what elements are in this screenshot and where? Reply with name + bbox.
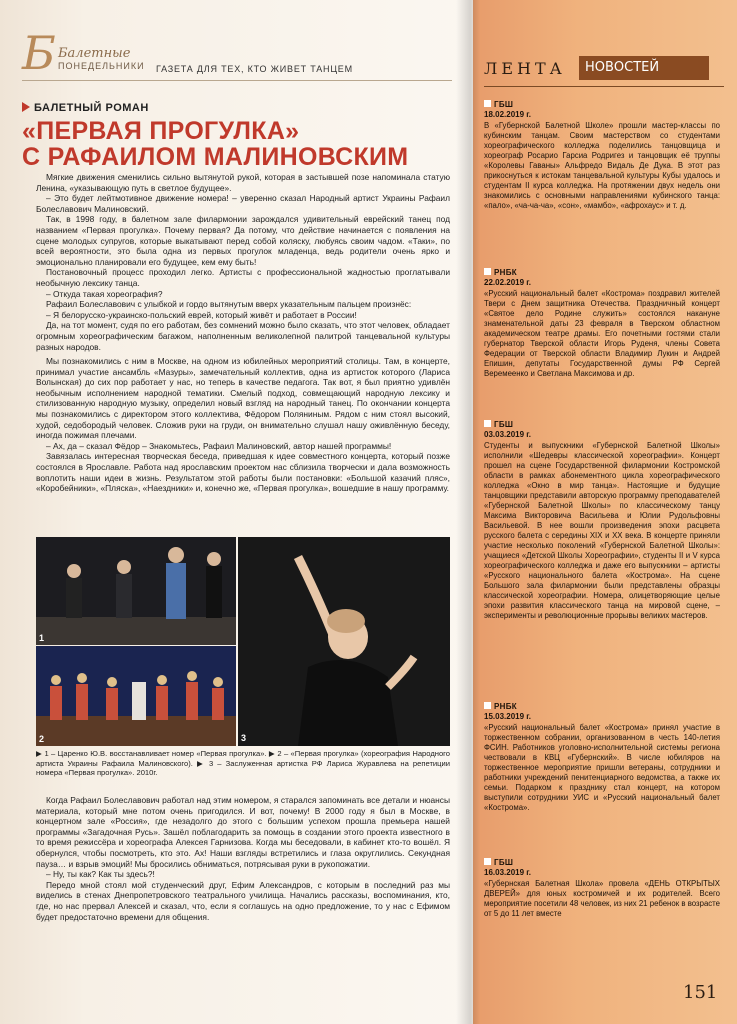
news-feed-word: ЛЕНТА [484, 59, 566, 78]
article-paragraph: Мы познакомились с ним в Москве, на одном из юбилейных мероприятий столицы. Там, в концерте, принимал участие ансамбль «Мазуры», замечательный коллектив, одна из артисток которого (Лариса Волынская) до сих пор работает у нас, но теперь в качестве педагога. Так вот, я был приятно удивлён необычным исполнением народной тематики. Смелый подход, совмещающий народную лексику и стилизованную народную музыку, определил новый взгляд на народный танец. По окончании концерта мы познакомились с директором этого коллектива, Фёдором Поляниным. Рядом с ним стоял высокий, худой, седобородый человек. Сложив руки на груди, он внимательно слушал нашу оживлённую беседу, иногда пожимая плечами. [36, 356, 450, 441]
source-square-icon [484, 702, 491, 709]
news-date: 03.03.2019 г. [484, 430, 532, 439]
news-source [484, 858, 720, 868]
rubric-label: БАЛЕТНЫЙ РОМАН [34, 102, 149, 114]
source-square-icon [484, 100, 491, 107]
photo-number: 3 [241, 733, 247, 743]
news-text: «Губернская Балетная Школа» провела «ДЕНЬ ОТКРЫТЫХ ДВЕРЕЙ» для юных костромичей и их родителей. Всего мероприятие посетили 48 человек, из них 21 ребенок в возрасте от 5 до 11 лет вместе [484, 879, 720, 918]
photo-stage-image [36, 646, 236, 746]
article-paragraph: – Откуда такая хореография? [46, 288, 163, 299]
news-item [484, 268, 720, 379]
article-body [36, 172, 450, 494]
news-item [484, 702, 720, 813]
article-rubric [22, 102, 149, 114]
news-source [484, 702, 720, 712]
news-source-label: ГБШ [494, 858, 514, 867]
article-headline [22, 118, 452, 170]
news-source [484, 268, 720, 278]
page-number: 151 [683, 982, 718, 1003]
news-item [484, 858, 720, 919]
news-text: Студенты и выпускники «Губернской Балетной Школы» исполнили «Шедевры классической хореографии». Концерт прошел на сцене Государственной филармонии Костромской области в рамках абонементного цикла хореографического колледжа «Окно в мир танца». Настоящие и будущие танцовщики представили авторскую программу преподавателей «Губернской Балетной Школы» по классическому танцу Максима Викторовича Васильева и Юлии Рудольфовны Васильевой. В нее вошли произведения эпохи расцвета русского балета с середины XIX и XX века. В концерте приняли участие несколько поколений «Губернской Балетной Школы»: учащиеся «Детской Школы Хореографии», студенты II и V курса хореографического колледжа и даже его выпускники – артисты «Русского национального балета «Кострома». На сцене Большого зала филармонии были представлены образцы классической хореографии. Номера, олицетворяющие целые эпохи развития классического танца на мировой сцене, – эксперименты и революционные прорывы великих мастеров. [484, 441, 720, 620]
news-text: «Русский национальный балет «Кострома» принял участие в торжественном собрании, организованном в честь 140-летия ФСИН. Работников уголовно-исполнительной системы региона чествовали в КВЦ «Губернский». В числе юбиляров на торжественное мероприятие пришли ветераны, сотрудники и работники учреждений пенитенциарного ведомства, а также их семьи. Подарком к празднику стал концерт, на котором выступили сотрудники УИС и «Русский национальный балет «Кострома». [484, 723, 720, 812]
news-source-label: РНБК [494, 268, 517, 277]
source-square-icon [484, 268, 491, 275]
article-paragraph: Так, в 1998 году, в балетном зале филармонии зарождался удивительный еврейский танец под названием «Первая прогулка». Почему первая? Да потому, что действие начинается с появления на сцене молодых супругов, которые выкатывают перед собой коляску, любуясь своим чадом. «Таки», по всей вероятности, это была одна из первых прогулок младенца, ведь родители очень ярко и эмоционально планировали его будущее, кем ему быть! [36, 214, 450, 267]
news-item [484, 420, 720, 621]
news-text: «Русский национальный балет «Кострома» поздравил жителей Твери с Днем защитника Отечества. Праздничный концерт «Святое дело Родине служить» состоялся накануне знаменательной даты 23 февраля в Тверском областном академическом театре драмы. Его почетными гостями стали губернатор Тверской области Игорь Руденя, члены Совета Федерации от Тверской области Владимир Лукин и Андрей Епишин, депутаты Государственной думы РФ Сергей Веремеенко и Светлана Максимова и др. [484, 289, 720, 378]
magazine-logo [22, 26, 154, 80]
article-paragraph: Передо мной стоял мой студенческий друг, Ефим Александров, с которым в последний раз мы виделись в стенах Днепропетровского театрального училища. Начались рассказы, воспоминания, кто, где, но нас прервал Алексей и сказал, что, если я соглашусь на одно предложение, то у нас с Ефимом будет предостаточно времени для общения. [36, 879, 450, 922]
source-square-icon [484, 858, 491, 865]
article-paragraph: Мягкие движения сменились сильно вытянутой рукой, которая в застывшей позе напоминала статую Ленина, «указывающую путь в светлое будущее». [36, 172, 450, 193]
article-paragraph: – Ну, ты как? Как ты здесь?! [46, 869, 155, 880]
news-feed-header [484, 56, 724, 82]
article-paragraph: Постановочный процесс проходил легко. Артисты с профессиональной жадностью проглатывали необычную лексику танца. [36, 267, 450, 288]
news-date: 22.02.2019 г. [484, 278, 532, 287]
logo-initial: Б [22, 26, 56, 80]
article-paragraph: – Ах, да – сказал Фёдор – Знакомьтесь, Рафаил Малиновский, автор нашей программы! [46, 440, 392, 451]
news-item [484, 100, 720, 211]
rubric-arrow-icon [22, 102, 30, 112]
article-paragraph: – Я белорусско-украинско-польский еврей, который живёт и работает в России! [46, 309, 357, 320]
news-text: В «Губернской Балетной Школе» прошли мастер-классы по кубинским танцам. Своим мастерством со студентами хореографического колледжа поделились танцовщица и хореограф Росарио Гарсиа Родригез и танцовщик её труппы «Королевы Гаваны» Альфредо Видаль Де Дука. В этот раз прикоснуться к истокам танцевальной культуры Кубы удалось и студентам II курса колледжа. На протяжении двух недель они знакомились с основными направлениями кубинского танца: «пало», «ча-ча-ча», «сон», «мамбо», «афрохаус» и т. д. [484, 121, 720, 210]
article-paragraph: Когда Рафаил Болеславович работал над этим номером, я старался запоминать все детали и нюансы материала, который мне потом очень пригодился. И вот, почему! В 2000 году я был в Москве, в концертном зале «Россия», где незадолго до этого с большим успехом прошла премьера нашей программы «Загадочная Русь». Зашёл поблагодарить за помощь в создании этого проекта известного в то время режиссёра и хореографа Алексея Гарнизова. Когда мы беседовали, в кабинет кто-то вошёл. Я обернулся, чтобы посмотреть, кто это. Ах! Наши взгляды встретились и глаза округлились. Секундная пауза… и взрыв эмоций! Мы бросились обниматься, потрясывая руки в рукопожатии. [36, 795, 450, 869]
header-divider [22, 80, 452, 81]
news-source-label: РНБК [494, 702, 517, 711]
news-date: 15.03.2019 г. [484, 712, 532, 721]
article-paragraph: – Это будет лейтмотивное движение номера! – уверенно сказал Народный артист Украины Рафаил Болеславович Малиновский. [36, 193, 450, 214]
article-paragraph: Да, на тот момент, судя по его работам, без сомнений можно было сказать, что этот человек, обладает огромным хореографическим багажом, наполненным великолепной палитрой танцевальной культуры разных народов. [36, 320, 450, 352]
photo-stage-performance [36, 646, 236, 746]
photo-number: 1 [39, 633, 45, 643]
article-body-continued [36, 795, 450, 922]
news-feed-divider [484, 86, 724, 87]
photo-caption: ▶ 1 – Царенко Ю.В. восстанавливает номер «Первая прогулка». ▶ 2 – «Первая прогулка» (хореография Народного артиста Украины Рафаила Малиновского). ▶ 3 – Заслуженная артистка РФ Лариса Журавлева на репетиции номера «Первая прогулка». 2010г. [36, 749, 450, 778]
photo-dancer-portrait [238, 537, 450, 746]
photo-number: 2 [39, 734, 45, 744]
photo-rehearsal-image [36, 537, 236, 645]
news-source-label: ГБШ [494, 100, 514, 109]
news-source-label: ГБШ [494, 420, 514, 429]
logo-title: Балетные [58, 46, 131, 61]
logo-subtitle: ПОНЕДЕЛЬНИКИ [58, 61, 145, 71]
article-paragraph: Завязалась интересная творческая беседа, приведшая к идее совместного концерта, который позже состоялся в Ярославле. Работа над ярославским проектом нас сблизила творчески и дала возможность воплотить наши идеи в жизнь. Результатом этой работы были постановки: «Большой казачий пляс», «Коробейники», «Пляска», «Наездники» и, конечно же, «Первая прогулка», вошедшие в нашу программу. [36, 451, 450, 494]
news-date: 18.02.2019 г. [484, 110, 532, 119]
article-paragraph: Рафаил Болеславович с улыбкой и гордо вытянутым вверх указательным пальцем произнёс: [46, 299, 412, 310]
magazine-tagline: ГАЗЕТА ДЛЯ ТЕХ, КТО ЖИВЕТ ТАНЦЕМ [156, 64, 353, 74]
news-date: 16.03.2019 г. [484, 868, 532, 877]
page-fold [456, 0, 480, 1024]
headline-line-2: С РАФАИЛОМ МАЛИНОВСКИМ [22, 143, 409, 171]
news-source [484, 100, 720, 110]
news-feed-box: НОВОСТЕЙ [579, 56, 709, 80]
photo-rehearsal [36, 537, 236, 645]
headline-line-1: «ПЕРВАЯ ПРОГУЛКА» [22, 117, 300, 145]
photo-dancer-image [238, 537, 450, 746]
news-source [484, 420, 720, 430]
source-square-icon [484, 420, 491, 427]
